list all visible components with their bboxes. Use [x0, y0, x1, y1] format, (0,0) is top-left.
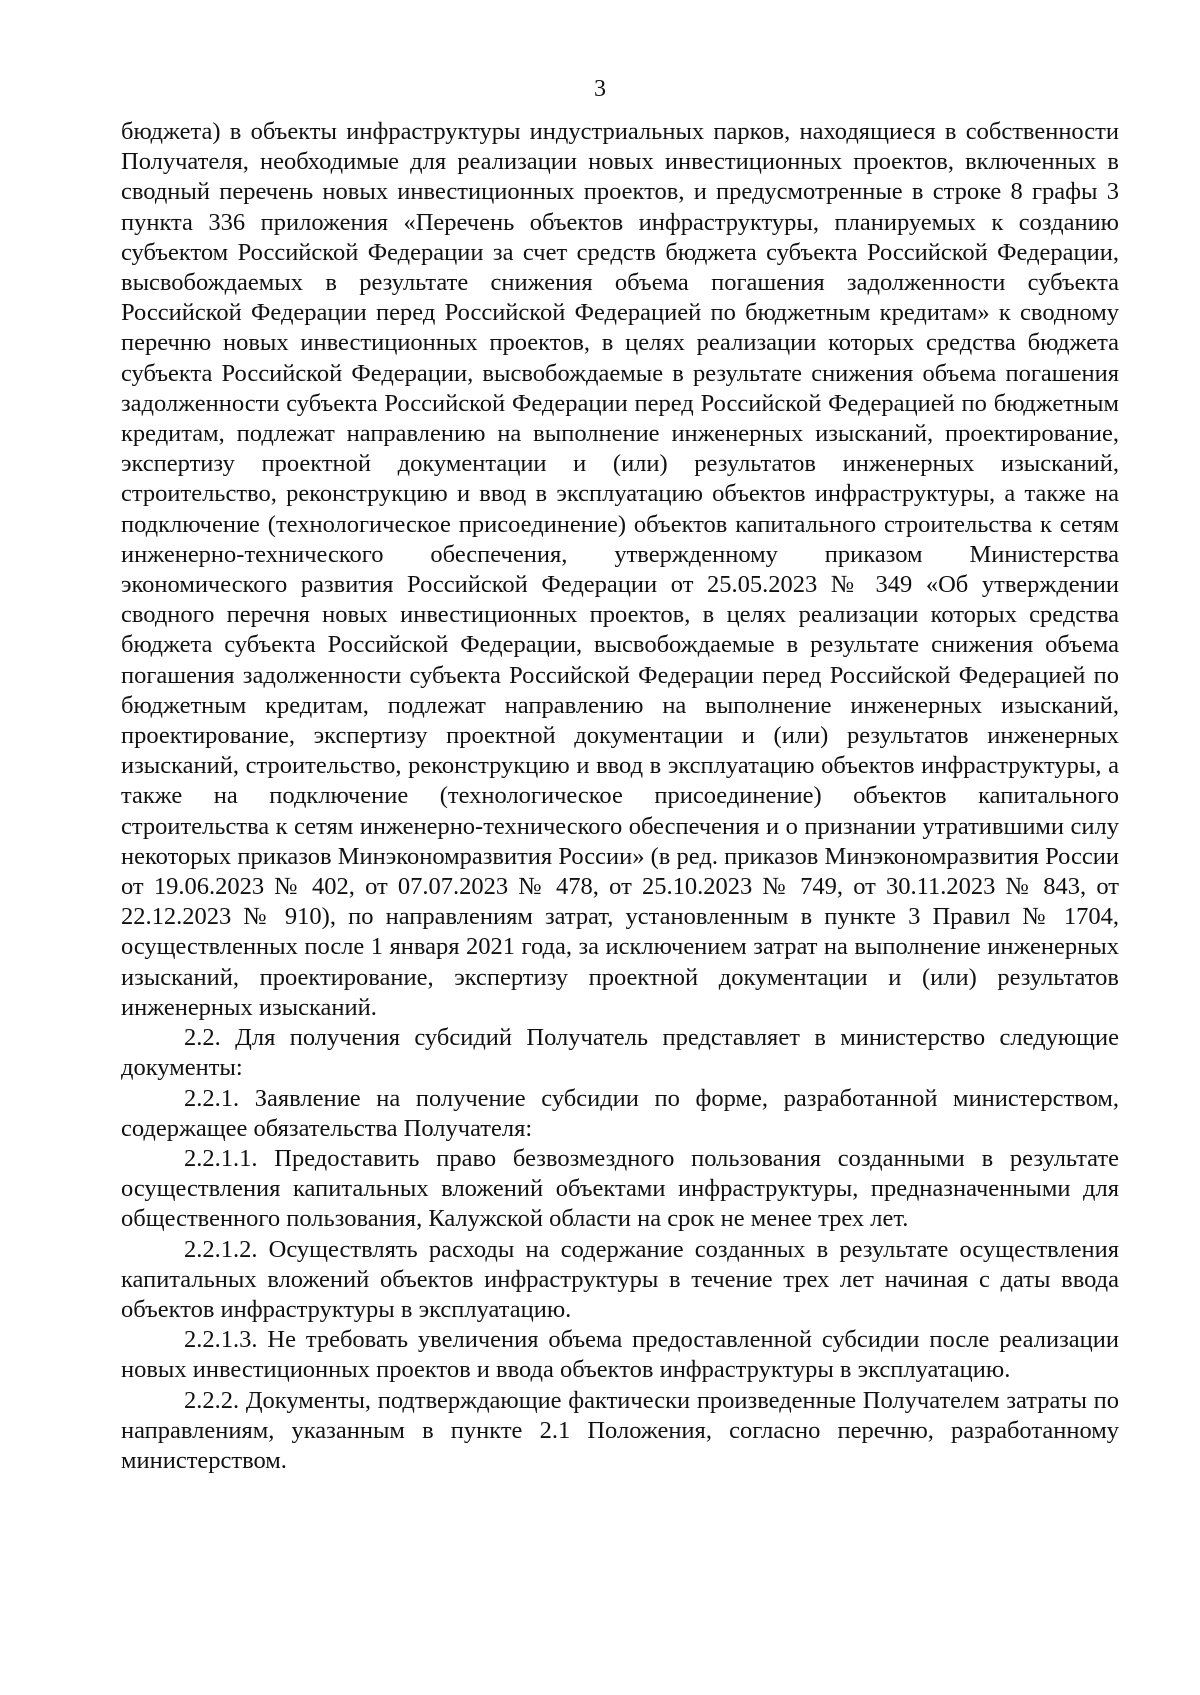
page-number: 3: [594, 76, 606, 102]
paragraph-2-2-1-3: 2.2.1.3. Не требовать увеличения объема предоставленной субсидии после реализации новых инвестиционных проектов и ввода объектов инфраструктуры в эксплуатацию.: [121, 1326, 1119, 1384]
paragraph-2-2: 2.2. Для получения субсидий Получатель представляет в министерство следующие документы:: [121, 1024, 1119, 1082]
paragraph-continuation: бюджета) в объекты инфраструктуры индустриальных парков, находящиеся в собственности Получателя, необходимые для реализации новых инвестиционных проектов, включенных в сводный перечень новых инвестиционных проектов, и предусмотренные в строке 8 графы 3 пункта 336 приложения «Перечень объектов инфраструктуры, планируемых к созданию субъектом Российской Федерации за счет средств бюджета субъекта Российской Федерации, высвобождаемых в результате снижения объема погашения задолженности субъекта Российской Федерации перед Российской Федерацией по бюджетным кредитам» к сводному перечню новых инвестиционных проектов, в целях реализации которых средства бюджета субъекта Российской Федерации, высвобождаемые в результате снижения объема погашения задолженности субъекта Российской Федерации перед Российской Федерацией по бюджетным кредитам, подлежат направлению на выполнение инженерных изысканий, проектирование, экспертизу проектной документации и (или) результатов инженерных изысканий, строительство, реконструкцию и ввод в эксплуатацию объектов инфраструктуры, а также на подключение (технологическое присоединение) объектов капитального строительства к сетям инженерно-технического обеспечения, утвержденному приказом Министерства экономического развития Российской Федерации от 25.05.2023 № 349 «Об утверждении сводного перечня новых инвестиционных проектов, в целях реализации которых средства бюджета субъекта Российской Федерации, высвобождаемые в результате снижения объема погашения задолженности субъекта Российской Федерации перед Российской Федерацией по бюджетным кредитам, подлежат направлению на выполнение инженерных изысканий, проектирование, экспертизу проектной документации и (или) результатов инженерных изысканий, строительство, реконструкцию и ввод в эксплуатацию объектов инфраструктуры, а также на подключение (технологическое присоединение) объектов капитального строительства к сетям инженерно-технического обеспечения и о признании утратившими силу некоторых приказов Минэкономразвития России» (в ред. приказов Минэкономразвития России от 19.06.2023 № 402, от 07.07.2023 № 478, от 25.10.2023 № 749, от 30.11.2023 № 843, от 22.12.2023 № 910), по направлениям затрат, установленным в пункте 3 Правил № 1704, осуществленных после 1 января 2021 года, за исключением затрат на выполнение инженерных изысканий, проектирование, экспертизу проектной документации и (или) результатов инженерных изысканий.: [121, 118, 1119, 1021]
paragraph-2-2-1-2: 2.2.1.2. Осуществлять расходы на содержание созданных в результате осуществления капитальных вложений объектов инфраструктуры в течение трех лет начиная с даты ввода объектов инфраструктуры в эксплуатацию.: [121, 1235, 1119, 1323]
paragraph-2-2-2: 2.2.2. Документы, подтверждающие фактически произведенные Получателем затраты по направлениям, указанным в пункте 2.1 Положения, согласно перечню, разработанному министерством.: [121, 1386, 1119, 1474]
document-body: [121, 117, 1119, 1476]
paragraph-2-2-1: 2.2.1. Заявление на получение субсидии по форме, разработанной министерством, содержащее обязательства Получателя:: [121, 1084, 1119, 1142]
paragraph-2-2-1-1: 2.2.1.1. Предоставить право безвозмездного пользования созданными в результате осуществления капитальных вложений объектами инфраструктуры, предназначенными для общественного пользования, Калужской области на срок не менее трех лет.: [121, 1144, 1119, 1233]
